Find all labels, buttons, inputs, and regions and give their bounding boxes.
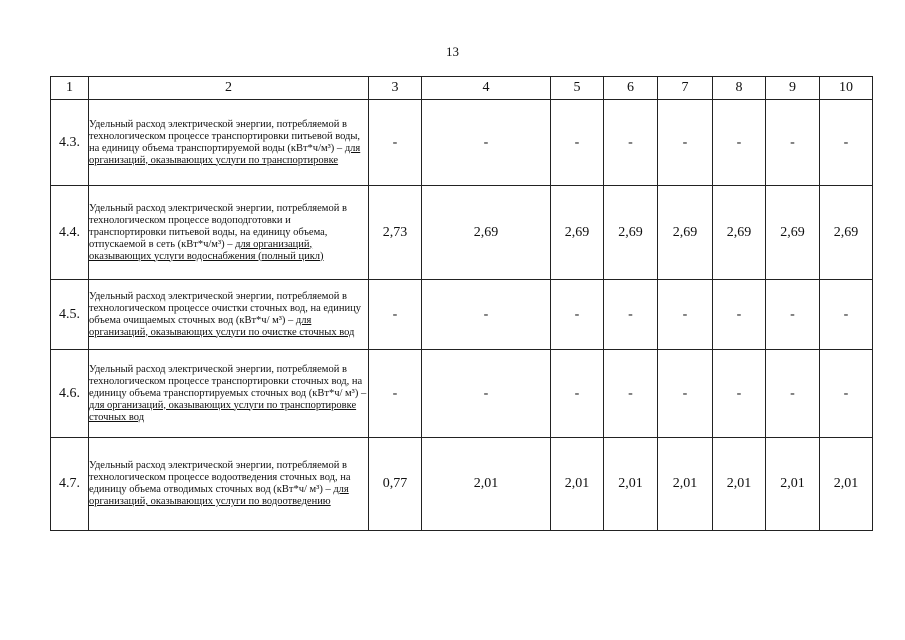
row-description-scope: для организаций, оказывающих услуги по транспортировке xyxy=(89,142,361,166)
value-cell: - xyxy=(369,280,422,350)
value-cell: 2,69 xyxy=(422,186,551,280)
row-description-text: Удельный расход электрической энергии, потребляемой в технологическом процессе водоподготовки и транспортировки питьевой воды, на единицу объема, отпускаемой в сеть (кВт*ч/м³) – xyxy=(89,202,347,250)
row-number: 4.7. xyxy=(51,438,89,531)
value-cell: - xyxy=(766,100,820,186)
header-cell-col7: 7 xyxy=(658,77,713,100)
row-description-scope: для организаций, оказывающих услуги по очистке сточных вод xyxy=(89,314,355,338)
row-description xyxy=(89,186,369,280)
value-cell: 2,73 xyxy=(369,186,422,280)
value-cell: 2,01 xyxy=(551,438,604,531)
header-cell-col2: 2 xyxy=(89,77,369,100)
value-cell: 2,01 xyxy=(766,438,820,531)
value-cell: - xyxy=(820,350,873,438)
header-cell-col3: 3 xyxy=(369,77,422,100)
value-cell: - xyxy=(658,100,713,186)
value-cell: 2,01 xyxy=(713,438,766,531)
row-description-scope: для организаций, оказывающих услуги водоснабжения (полный цикл) xyxy=(89,238,324,262)
row-description xyxy=(89,280,369,350)
header-cell-col8: 8 xyxy=(713,77,766,100)
value-cell: - xyxy=(604,280,658,350)
value-cell: - xyxy=(551,100,604,186)
value-cell: 2,01 xyxy=(658,438,713,531)
header-cell-col5: 5 xyxy=(551,77,604,100)
page-number: 13 xyxy=(446,44,459,59)
value-cell: 2,69 xyxy=(658,186,713,280)
value-cell: - xyxy=(551,280,604,350)
header-cell-col1: 1 xyxy=(51,77,89,100)
header-cell-col6: 6 xyxy=(604,77,658,100)
value-cell: 2,01 xyxy=(422,438,551,531)
value-cell: - xyxy=(713,100,766,186)
row-description-scope: для организаций, оказывающих услуги по водоотведению xyxy=(89,484,349,507)
value-cell: 2,69 xyxy=(820,186,873,280)
row-description xyxy=(89,438,369,531)
value-cell: - xyxy=(820,100,873,186)
row-number: 4.3. xyxy=(51,100,89,186)
value-cell: - xyxy=(369,350,422,438)
value-cell: - xyxy=(422,100,551,186)
value-cell: - xyxy=(713,350,766,438)
value-cell: - xyxy=(422,280,551,350)
table-row xyxy=(51,186,873,280)
header-cell-col9: 9 xyxy=(766,77,820,100)
row-description xyxy=(89,100,369,186)
value-cell: - xyxy=(713,280,766,350)
table-row xyxy=(51,280,873,350)
value-cell: - xyxy=(658,280,713,350)
value-cell: - xyxy=(422,350,551,438)
row-description xyxy=(89,350,369,438)
value-cell: 2,01 xyxy=(604,438,658,531)
value-cell: 0,77 xyxy=(369,438,422,531)
value-cell: 2,69 xyxy=(604,186,658,280)
row-number: 4.6. xyxy=(51,350,89,438)
value-cell: - xyxy=(766,280,820,350)
row-description-scope: для организаций, оказывающих услуги по транспортировке сточных вод xyxy=(89,399,357,423)
row-description-text: Удельный расход электрической энергии, потребляемой в технологическом процессе водоотведения сточных вод, на единицу объема отводимых сточных вод (кВт*ч/ м³) – xyxy=(89,460,351,495)
row-number: 4.5. xyxy=(51,280,89,350)
header-cell-col4: 4 xyxy=(422,77,551,100)
value-cell: - xyxy=(820,280,873,350)
value-cell: 2,69 xyxy=(713,186,766,280)
row-description-text: Удельный расход электрической энергии, потребляемой в технологическом процессе очистки сточных вод, на единицу объема очищаемых сточных вод (кВт*ч/ м³) – xyxy=(89,290,361,326)
value-cell: - xyxy=(766,350,820,438)
value-cell: 2,69 xyxy=(551,186,604,280)
table-row xyxy=(51,100,873,186)
row-description-text: Удельный расход электрической энергии, потребляемой в технологическом процессе транспортировки питьевой воды, на единицу объема транспортируемой воды (кВт*ч/м³) – xyxy=(89,118,361,154)
table-row xyxy=(51,438,873,531)
value-cell: - xyxy=(369,100,422,186)
value-cell: - xyxy=(658,350,713,438)
table-row xyxy=(51,350,873,438)
indicator-table xyxy=(50,76,873,531)
header-cell-col10: 10 xyxy=(820,77,873,100)
value-cell: 2,01 xyxy=(820,438,873,531)
value-cell: - xyxy=(551,350,604,438)
value-cell: - xyxy=(604,100,658,186)
value-cell: - xyxy=(604,350,658,438)
row-description-text: Удельный расход электрической энергии, потребляемой в технологическом процессе транспортировки сточных вод, на единицу объема транспортируемых сточных вод (кВт*ч/ м³) – xyxy=(89,363,367,399)
row-number: 4.4. xyxy=(51,186,89,280)
table-header-row xyxy=(51,77,873,100)
value-cell: 2,69 xyxy=(766,186,820,280)
